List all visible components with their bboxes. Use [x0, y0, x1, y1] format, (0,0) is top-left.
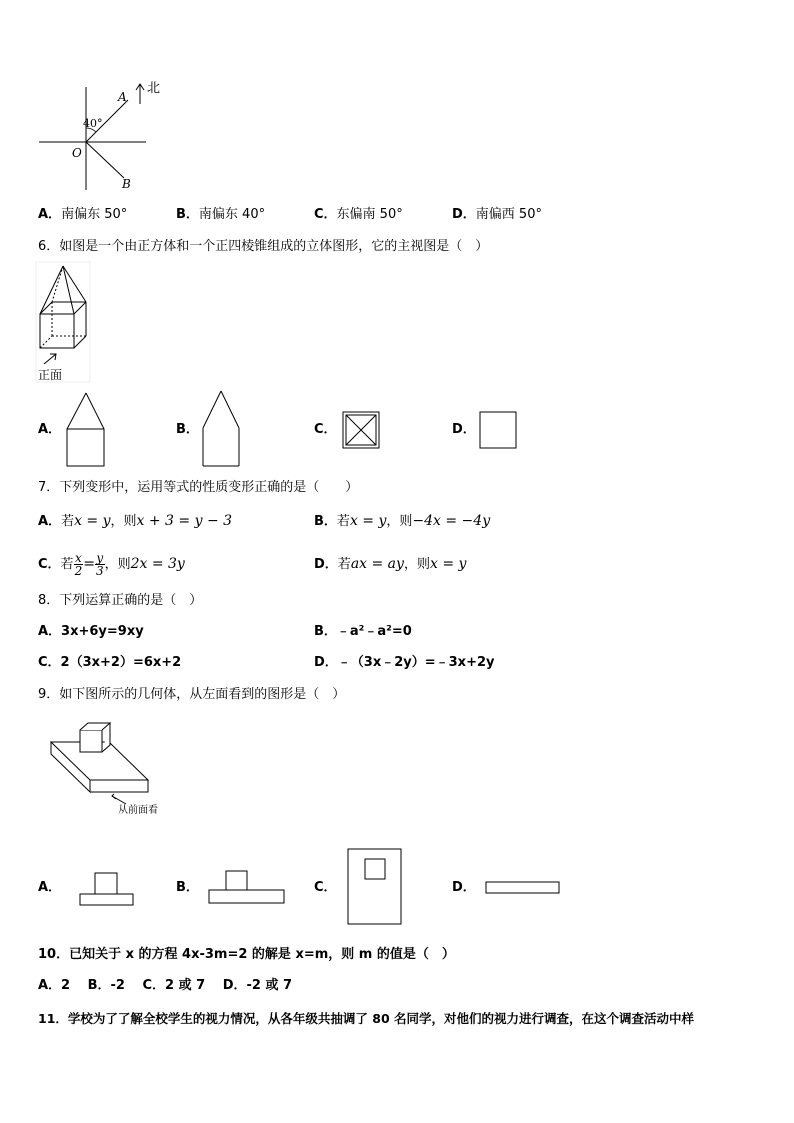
q6-stem: 6．如图是一个由正方体和一个正四棱锥组成的立体图形，它的主视图是（ ） — [38, 239, 489, 254]
q10-options[interactable]: A．2 B．-2 C．2 或 7 D．-2 或 7 — [38, 978, 293, 993]
fraction-x-over-2: $\frac{x}{2}$ — [74, 551, 83, 578]
q6-solid-figure — [36, 262, 92, 384]
q6-option-a-figure — [66, 392, 106, 472]
q9-option-a-label[interactable]: A． — [38, 880, 62, 895]
q9-option-b-label[interactable]: B． — [176, 880, 199, 895]
q6-option-b-figure — [202, 390, 242, 472]
q8-stem: 8．下列运算正确的是（ ） — [38, 593, 203, 608]
q7-option-a[interactable]: A．若x = y，则x + 3 = y − 3 — [38, 513, 233, 529]
q5-option-c[interactable]: C．东偏南 50° — [314, 207, 403, 222]
q8-option-b[interactable]: B．﹣a²﹣a²=0 — [314, 624, 412, 639]
q7-stem: 7．下列变形中，运用等式的性质变形正确的是（ ） — [38, 480, 359, 495]
angle-label: 40° — [83, 117, 103, 130]
q7-option-d[interactable]: D．若ax = ay，则x = y — [314, 556, 467, 572]
q5-option-d[interactable]: D．南偏西 50° — [452, 207, 542, 222]
q6-front-label: 正面 — [38, 368, 63, 382]
q9-view-label: 从前面看 — [118, 805, 158, 816]
q8-option-a[interactable]: A．3x+6y=9xy — [38, 624, 144, 639]
q9-option-c-label[interactable]: C． — [314, 880, 337, 895]
q9-option-d-label[interactable]: D． — [452, 880, 476, 895]
q9-option-d-figure — [485, 880, 561, 899]
origin-label: O — [72, 146, 82, 160]
q6-option-d-figure — [479, 411, 517, 453]
point-b-label: B — [122, 177, 131, 191]
q6-option-d-label[interactable]: D． — [452, 422, 476, 437]
q8-option-c[interactable]: C．2（3x+2）=6x+2 — [38, 655, 182, 670]
q9-stem: 9．如下图所示的几何体，从左面看到的图形是（ ） — [38, 687, 346, 702]
q6-option-a-label[interactable]: A． — [38, 422, 62, 437]
q6-option-c-figure — [342, 411, 380, 453]
q6-option-b-label[interactable]: B． — [176, 422, 199, 437]
q9-option-c-figure — [347, 848, 403, 930]
q6-option-c-label[interactable]: C． — [314, 422, 337, 437]
fraction-y-over-3: $\frac{y}{3}$ — [95, 551, 104, 578]
q11-stem: 11．学校为了了解全校学生的视力情况，从各年级共抽调了 80 名同学，对他们的视力进行调查，在这个调查活动中样 — [38, 1011, 694, 1026]
q9-solid-figure — [50, 722, 160, 806]
q7-option-b[interactable]: B．若x = y，则−4x = −4y — [314, 513, 491, 529]
point-a-label: A — [118, 90, 127, 104]
q10-stem: 10．已知关于 x 的方程 4x-3m=2 的解是 x=m，则 m 的值是（ ） — [38, 947, 455, 962]
q9-option-b-figure — [208, 870, 286, 910]
q7-option-c[interactable]: C．若 $\frac{x}{2}$ = $\frac{y}{3}$ ，则2x = 3y — [38, 551, 185, 578]
q5-option-b[interactable]: B．南偏东 40° — [176, 207, 266, 222]
q5-option-a[interactable]: A．南偏东 50° — [38, 207, 128, 222]
q8-option-d[interactable]: D．﹣（3x﹣2y）=﹣3x+2y — [314, 655, 495, 670]
q5-compass-figure — [36, 82, 166, 192]
q9-option-a-figure — [79, 872, 135, 912]
north-label: 北 — [147, 81, 161, 96]
